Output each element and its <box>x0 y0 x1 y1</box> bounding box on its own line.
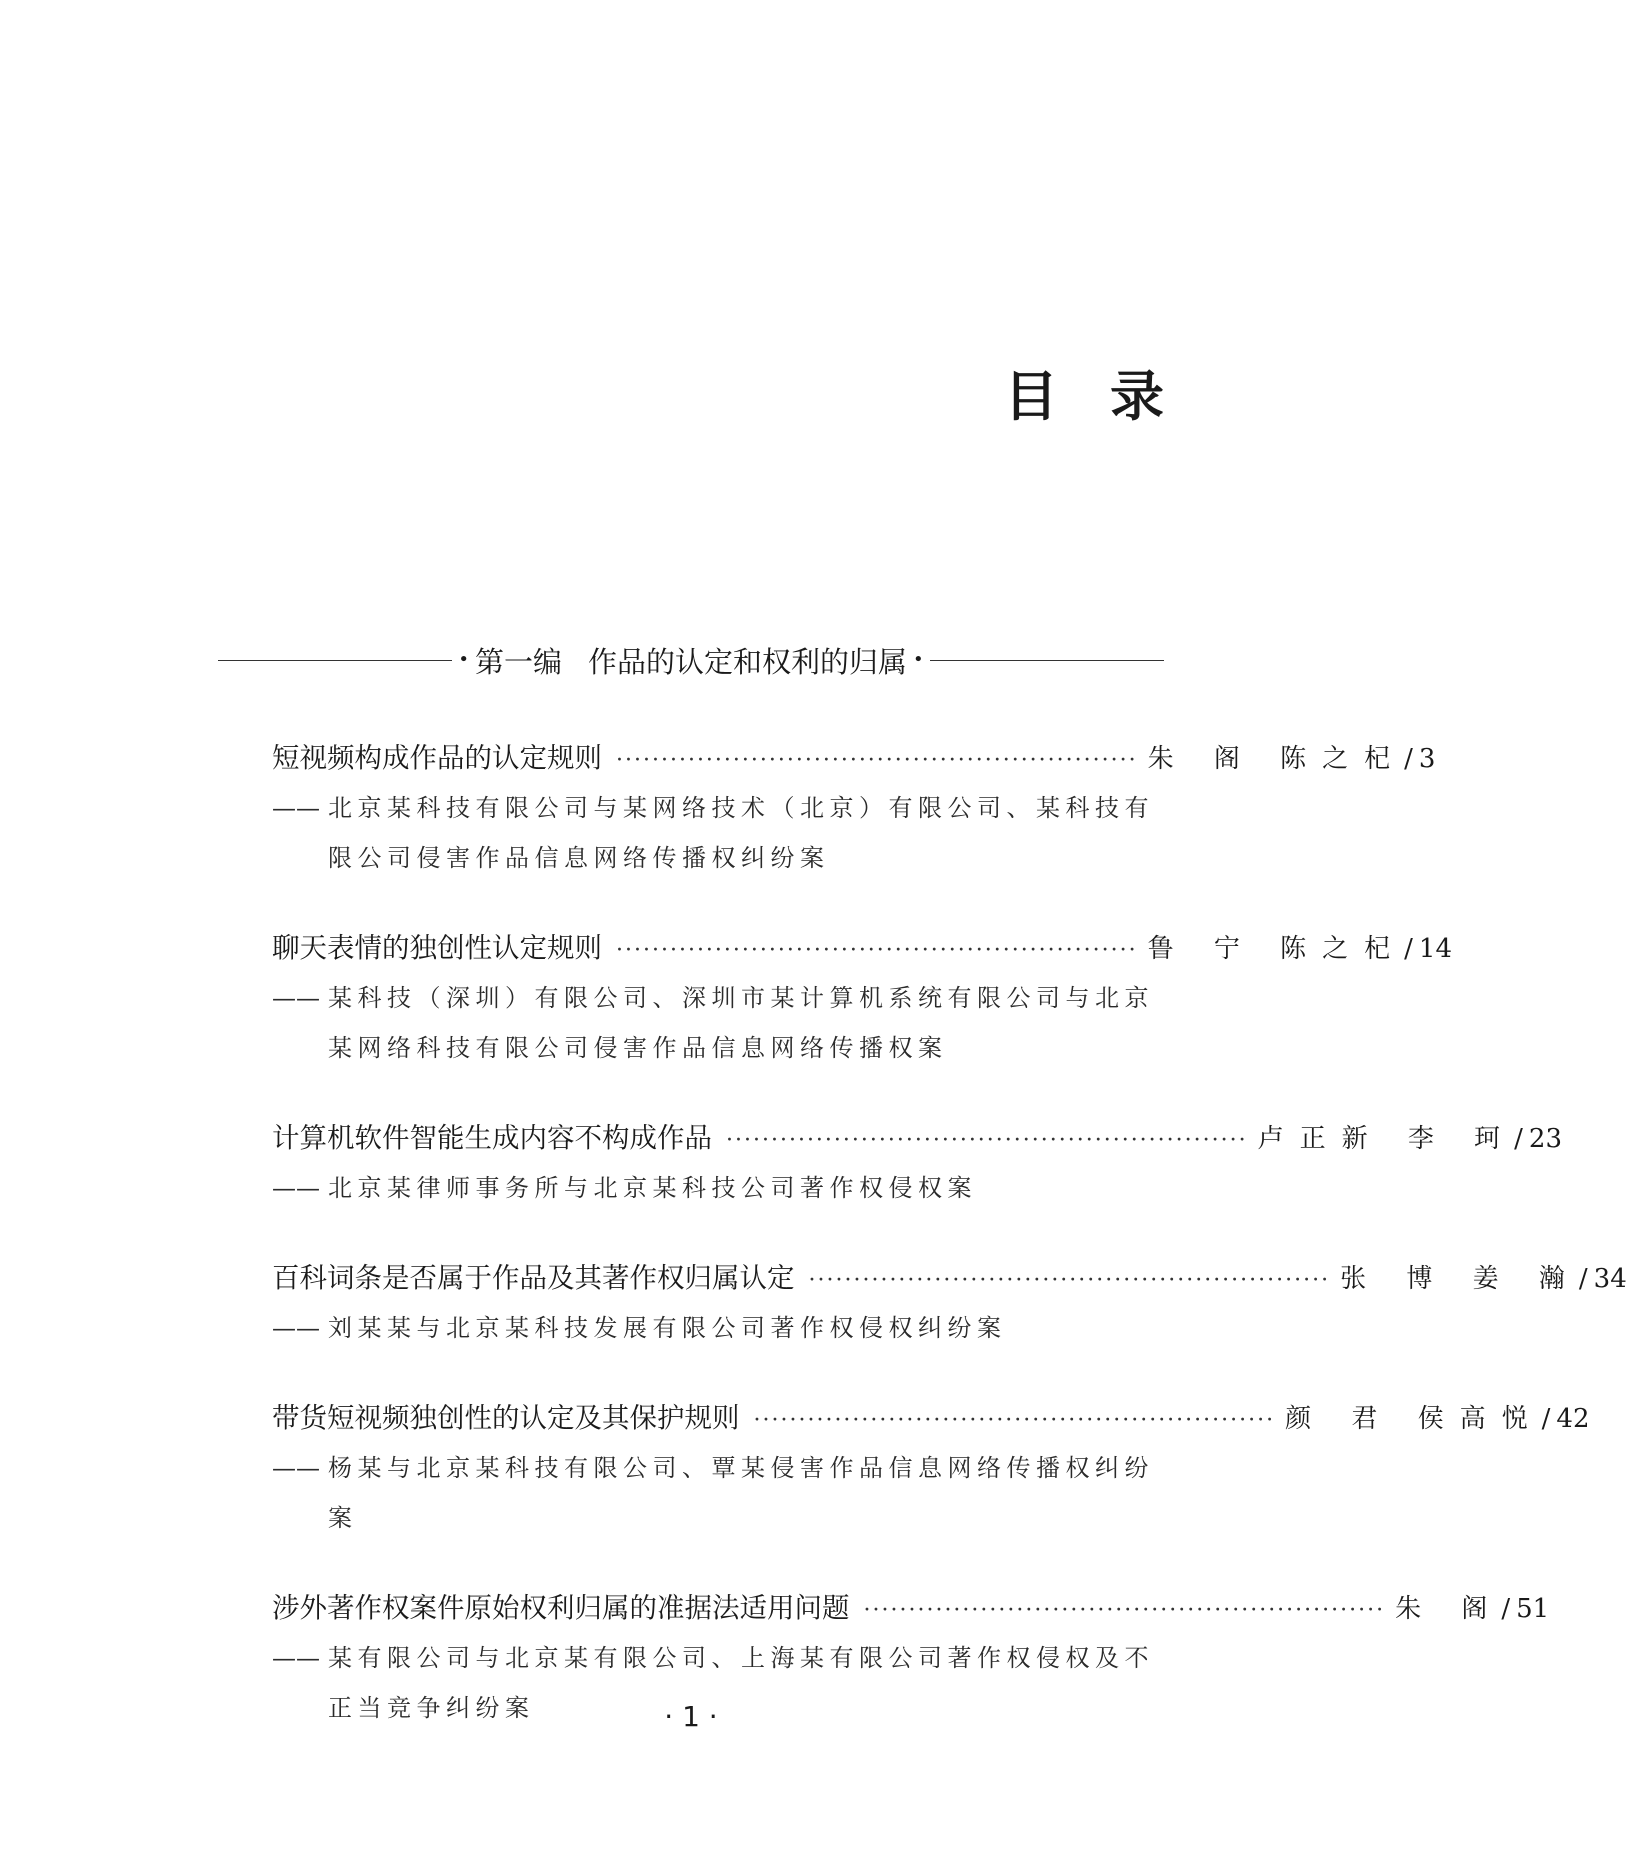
toc-entry[interactable] <box>272 1393 1590 1543</box>
entry-authors: 朱 阁 陈之杞 <box>1147 744 1407 774</box>
entry-authors: 颜 君 侯高悦 <box>1285 1404 1544 1434</box>
case-dash: —— <box>272 984 320 1012</box>
entry-page: 23 <box>1528 1124 1562 1154</box>
page-separator: / <box>1404 744 1413 774</box>
case-dash: —— <box>272 794 320 822</box>
entry-title: 带货短视频独创性的认定及其保护规则 <box>272 1402 740 1434</box>
entry-authors: 鲁 宁 陈之杞 <box>1147 934 1407 964</box>
entry-case <box>272 973 1164 1073</box>
entry-authors: 朱 阁 <box>1395 1594 1504 1624</box>
entry-page: 3 <box>1418 744 1436 774</box>
entry-case-text: 杨某与北京某科技有限公司、覃某侵害作品信息网络传播权纠纷案 <box>328 1454 1154 1532</box>
part-title: 作品的认定和权利的归属 <box>588 644 908 679</box>
page-title: 目录 <box>1004 365 1216 428</box>
dot-leader: ·························································· <box>616 938 1138 963</box>
toc-entry[interactable] <box>272 1113 1562 1213</box>
entry-line <box>272 1113 1562 1163</box>
heading-dot-left: • <box>458 649 469 670</box>
entry-page: 42 <box>1556 1404 1590 1434</box>
entry-case <box>272 1443 1164 1543</box>
entry-case-text: 北京某律师事务所与北京某科技公司著作权侵权案 <box>328 1174 977 1202</box>
dot-leader: ·························································· <box>863 1598 1386 1623</box>
page-separator: / <box>1578 1264 1588 1294</box>
entry-case <box>272 1303 1164 1353</box>
page-separator: / <box>1404 934 1413 964</box>
dot-leader: ·························································· <box>753 1408 1276 1433</box>
entry-case <box>272 783 1164 883</box>
part-number: 第一编 <box>474 644 562 679</box>
entry-line <box>272 1393 1590 1443</box>
entry-case-text: 北京某科技有限公司与某网络技术（北京）有限公司、某科技有限公司侵害作品信息网络传播权纠纷案 <box>328 794 1154 872</box>
entry-authors: 卢正新 李 珂 <box>1257 1124 1517 1154</box>
entry-title: 百科词条是否属于作品及其著作权归属认定 <box>272 1262 795 1294</box>
case-dash: —— <box>272 1644 320 1672</box>
heading-rule-left <box>218 660 452 661</box>
dot-leader: ·························································· <box>808 1268 1331 1293</box>
entry-title: 聊天表情的独创性认定规则 <box>272 932 602 964</box>
case-dash: —— <box>272 1174 320 1202</box>
part-label <box>475 640 907 681</box>
entry-page: 34 <box>1593 1264 1627 1294</box>
entry-case-text: 刘某某与北京某科技发展有限公司著作权侵权纠纷案 <box>328 1314 1007 1342</box>
page-separator: / <box>1541 1404 1551 1434</box>
entry-line <box>272 1253 1627 1303</box>
heading-dot-right: • <box>913 649 924 670</box>
entry-line <box>272 1583 1550 1633</box>
page-separator: / <box>1514 1124 1523 1154</box>
toc-entry[interactable] <box>272 733 1436 883</box>
entry-page: 14 <box>1418 934 1452 964</box>
entry-line <box>272 733 1436 783</box>
toc-entry[interactable] <box>272 1253 1627 1353</box>
entry-authors: 张 博 姜 瀚 <box>1340 1264 1581 1294</box>
heading-rule-right <box>930 660 1164 661</box>
entry-title: 涉外著作权案件原始权利归属的准据法适用问题 <box>272 1592 850 1624</box>
page-separator: / <box>1501 1594 1511 1624</box>
entry-case-text: 某有限公司与北京某有限公司、上海某有限公司著作权侵权及不正当竞争纠纷案 <box>328 1644 1154 1722</box>
entry-title: 计算机软件智能生成内容不构成作品 <box>272 1122 712 1154</box>
case-dash: —— <box>272 1314 320 1342</box>
toc-entry[interactable] <box>272 923 1452 1073</box>
entry-line <box>272 923 1452 973</box>
case-dash: —— <box>272 1454 320 1482</box>
entry-case <box>272 1163 1164 1213</box>
page-number: · 1 · <box>664 1700 718 1733</box>
entry-case-text: 某科技（深圳）有限公司、深圳市某计算机系统有限公司与北京某网络科技有限公司侵害作品信息网络传播权案 <box>328 984 1154 1062</box>
entry-title: 短视频构成作品的认定规则 <box>272 742 602 774</box>
dot-leader: ·························································· <box>726 1128 1248 1153</box>
part-heading <box>218 638 1164 682</box>
dot-leader: ·························································· <box>616 748 1138 773</box>
entry-page: 51 <box>1516 1594 1550 1624</box>
toc-entries <box>272 733 1627 1773</box>
